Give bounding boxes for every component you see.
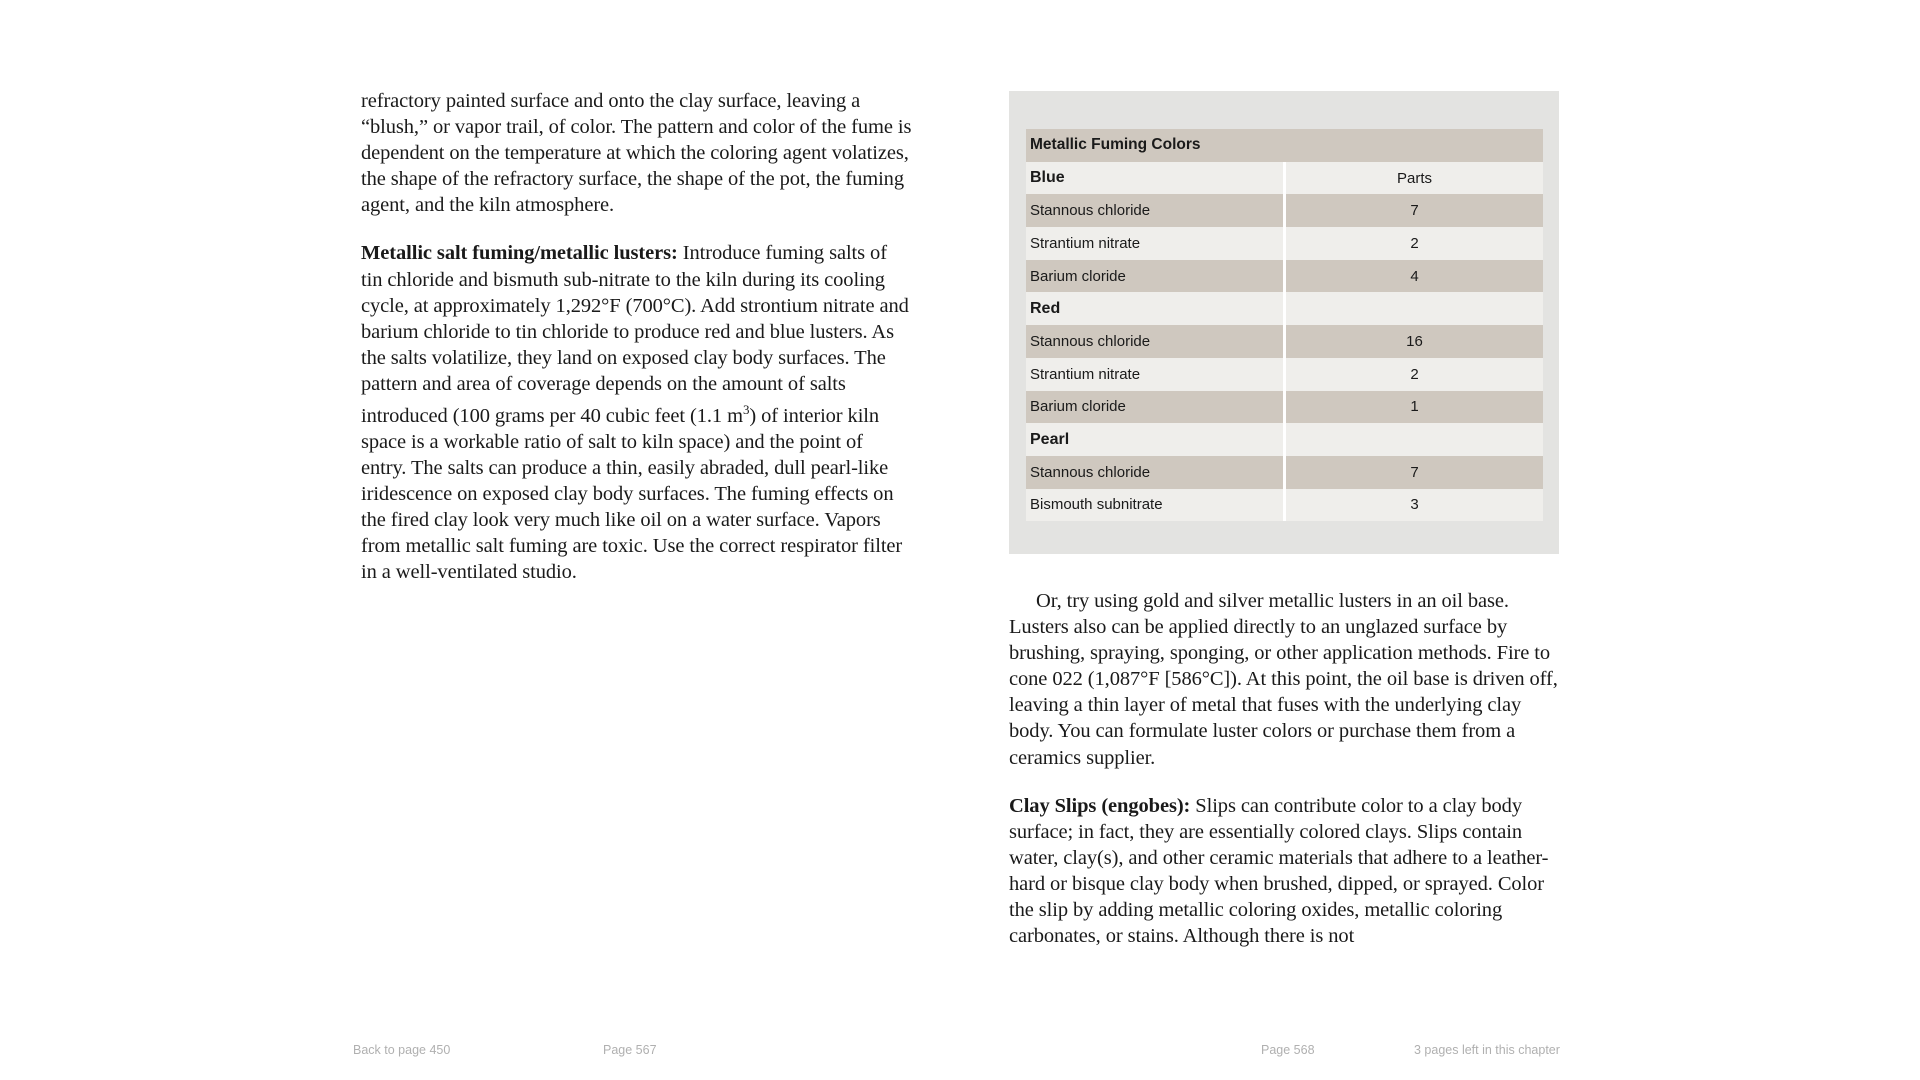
table-row xyxy=(1026,489,1543,522)
ingredient-name: Strantium nitrate xyxy=(1026,227,1283,260)
paragraph-metallic-salt-fuming xyxy=(361,240,913,585)
parts-value xyxy=(1286,423,1543,456)
superscript: 3 xyxy=(742,402,750,418)
table-group-row xyxy=(1026,162,1543,195)
left-page xyxy=(361,88,913,608)
parts-value: 7 xyxy=(1286,194,1543,227)
page-number-left: Page 567 xyxy=(603,1043,657,1057)
ingredient-name: Stannous chloride xyxy=(1026,456,1283,489)
group-label: Red xyxy=(1026,292,1283,325)
table-row xyxy=(1026,358,1543,391)
parts-value: 2 xyxy=(1286,227,1543,260)
paragraph-heading: Clay Slips (engobes): xyxy=(1009,794,1191,817)
table-row xyxy=(1026,260,1543,293)
parts-value: 2 xyxy=(1286,358,1543,391)
parts-value: 3 xyxy=(1286,489,1543,522)
ingredient-name: Bismouth subnitrate xyxy=(1026,489,1283,522)
metallic-fuming-table-box xyxy=(1009,91,1559,554)
page-number-right: Page 568 xyxy=(1261,1043,1315,1057)
parts-value xyxy=(1286,292,1543,325)
table-group-row xyxy=(1026,423,1543,456)
table-title-row xyxy=(1026,129,1543,162)
table-title: Metallic Fuming Colors xyxy=(1026,129,1543,162)
metallic-fuming-table xyxy=(1026,129,1543,521)
right-page xyxy=(1009,91,1561,971)
ingredient-name: Stannous chloride xyxy=(1026,194,1283,227)
parts-value: 16 xyxy=(1286,325,1543,358)
table-row xyxy=(1026,391,1543,424)
ingredient-name: Barium cloride xyxy=(1026,260,1283,293)
paragraph-heading: Metallic salt fuming/metallic lusters: xyxy=(361,242,678,265)
paragraph-clay-slips xyxy=(1009,793,1561,950)
group-label: Pearl xyxy=(1026,423,1283,456)
group-label: Blue xyxy=(1026,162,1283,195)
table-row xyxy=(1026,194,1543,227)
table-group-row xyxy=(1026,292,1543,325)
parts-value: Parts xyxy=(1286,162,1543,195)
table-row xyxy=(1026,456,1543,489)
parts-value: 4 xyxy=(1286,260,1543,293)
parts-value: 1 xyxy=(1286,391,1543,424)
ingredient-name: Barium cloride xyxy=(1026,391,1283,424)
paragraph-text: ) of interior kiln space is a workable ratio of salt to kiln space) and the point of entry. The salts can produce a thin, easily abraded, dull pearl-like iridescence on exposed clay body surfaces. The fuming effects on the fired clay look very much like oil on a water surface. Vapors from metallic salt fuming are toxic. Use the correct respirator filter in a well-ventilated studio. xyxy=(361,404,903,584)
ingredient-name: Strantium nitrate xyxy=(1026,358,1283,391)
table-row xyxy=(1026,227,1543,260)
paragraph-fume-pattern: refractory painted surface and onto the clay surface, leaving a “blush,” or vapor trail, of color. The pattern and color of the fume is dependent on the temperature at which the coloring agent volatizes, the shape of the refractory surface, the shape of the pot, the fuming agent, and the kiln atmosphere. xyxy=(361,90,912,217)
table-row xyxy=(1026,325,1543,358)
paragraph-text: Introduce fuming salts of tin chloride and bismuth sub-nitrate to the kiln during its cooling cycle, at approximately 1,292°F (700°C). Add strontium nitrate and barium chloride to tin chloride to produce red and blue lusters. As the salts volatilize, they land on exposed clay body surfaces. The pattern and area of coverage depends on the amount of salts introduced (100 grams per 40 cubic feet (1.1 m xyxy=(361,242,909,427)
paragraph-text: Slips can contribute color to a clay body surface; in fact, they are essentially colored clays. Slips contain water, clay(s), and other ceramic materials that adhere to a leather-hard or bisque clay body when brushed, dipped, or sprayed. Color the slip by adding metallic coloring oxides, metallic coloring carbonates, or stains. Although there is not xyxy=(1009,794,1549,948)
ingredient-name: Stannous chloride xyxy=(1026,325,1283,358)
paragraph-lusters-oil-base: Or, try using gold and silver metallic lusters in an oil base. Lusters also can be applied directly to an unglazed surface by brushing, spraying, sponging, or other application methods. Fire to cone 022 (1,087°F [586°C]). At this point, the oil base is driven off, leaving a thin layer of metal that fuses with the underlying clay body. You can formulate luster colors or purchase them from a ceramics supplier. xyxy=(1009,590,1558,769)
parts-value: 7 xyxy=(1286,456,1543,489)
back-to-page-link[interactable]: Back to page 450 xyxy=(353,1043,451,1057)
pages-left-in-chapter: 3 pages left in this chapter xyxy=(1414,1043,1560,1057)
